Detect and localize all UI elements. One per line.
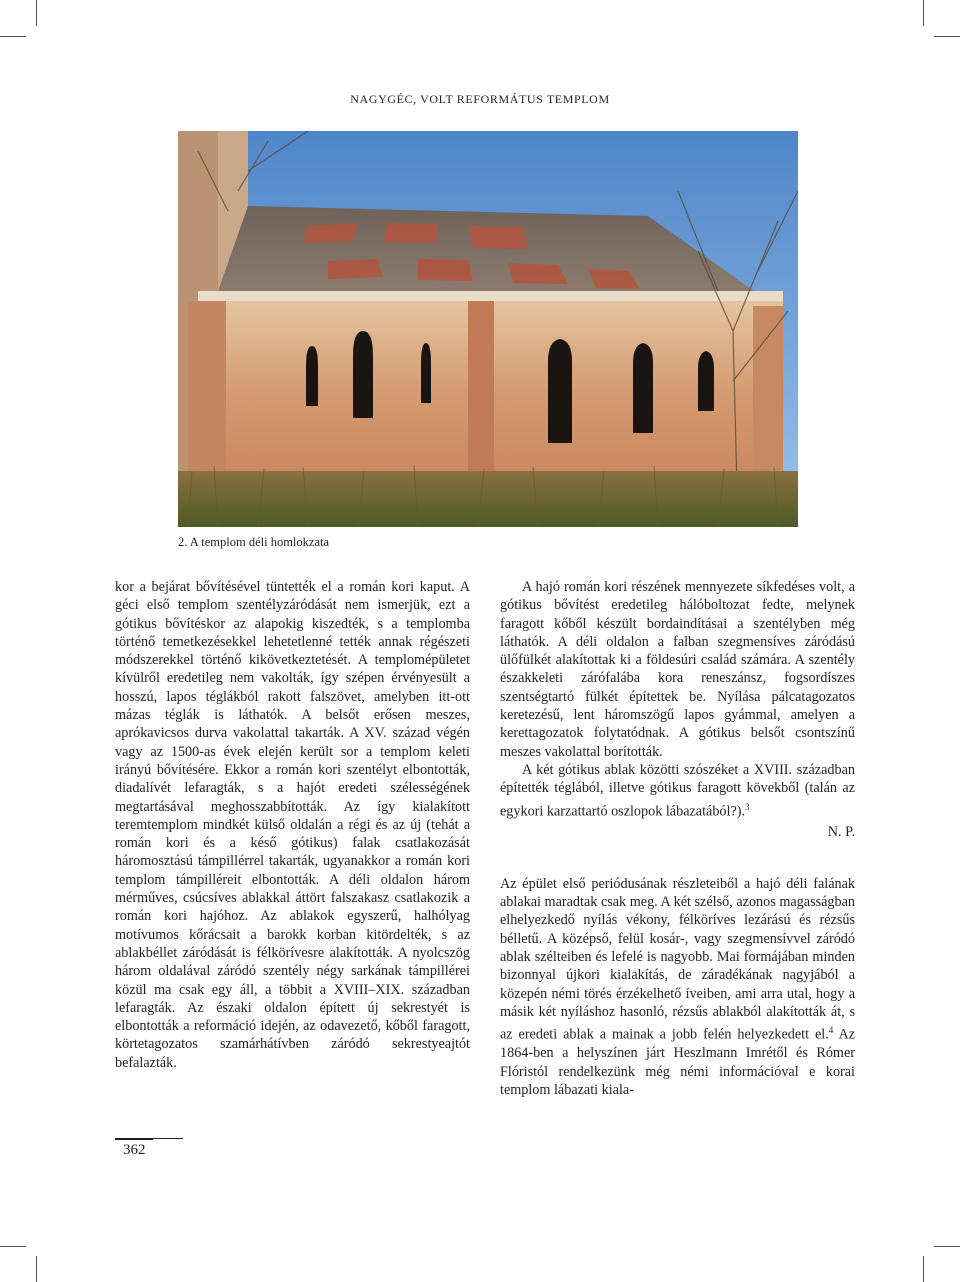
church-photo [178, 131, 798, 527]
author-signature: N. P. [827, 823, 855, 840]
paragraph [500, 875, 855, 1099]
crop-mark [0, 1246, 26, 1247]
page-number: 362 [123, 1142, 146, 1158]
crop-mark [923, 1256, 924, 1282]
paragraph-text: A két gótikus ablak közötti szószéket a XVIII. században építették téglából, illetve gótikus faragott kövekből (talán az egykori karzattartó oszlopok lábazatából?). [500, 761, 855, 820]
footer-rule-bold [115, 1138, 153, 1140]
crop-mark [36, 0, 37, 26]
crop-mark [923, 0, 924, 26]
crop-mark [934, 36, 960, 37]
crop-mark [0, 36, 26, 37]
paragraph: A hajó román kori részének mennyezete síkfedéses volt, a gótikus bővítést eredetileg hálóboltozat fedte, melynek faragott kőből készült bordaindításai a szentélyben még láthatók. A déli oldalon a falban szegmensíves záródású ülőfülkét alakítottak ki a földesúri család számára. A szentély északkeleti zárófalába kora reneszánsz, fogsordíszes szentségtartó fülkét építettek be. Nyílása pálcatagozatos keretezésű, lent háromszögű lapos gyámmal, amelyen a kerettagozatok folytatódnak. A gótikus belsőt csontszínű meszes vakolattal borították. [500, 579, 855, 760]
paragraph-text: Az épület első periódusának részleteiből a hajó déli falának ablakai maradtak csak meg. A két szélső, azonos magasságban elhelyezkedő nyílás vékony, félköríves lezárású és rézsűs bélletű. A középső, felül kosár-, vagy szegmensívvel záródó ablak szélteiben és lefelé is nagyobb. Mai formájában minden bizonnyal újkori kialakítás, de záradékának nagyjából a közepén némi törés érzékelhető íveiben, ami arra utal, hogy a másik két nyíláshoz hasonló, rézsűs ablakból alakították át, s az eredeti ablak a mainak a jobb felén helyezkedett el. [500, 875, 855, 1043]
crop-mark [934, 1246, 960, 1247]
running-header: NAGYGÉC, VOLT REFORMÁTUS TEMPLOM [350, 92, 610, 106]
paragraph: kor a bejárat bővítésével tüntették el a román kori kaput. A géci első templom szentélyzáródását nem ismerjük, ezt a gótikus bővítéskor az alapokig kiszedték, s a templomba történő temetkezésekkel lehetetlenné tették annak régészeti módszerekkel történő kikövetkeztetését. A templomépületet kívülről eredetileg nem vakolták, így szépen érvényesült a hosszú, lapos téglákból rakott falszövet, amelyben itt-ott mázas téglák is láthatók. A belsőt erősen meszes, aprókavicsos durva vakolattal takarták. A XV. század végén vagy az 1500-as évek elején került sor a templom keleti irányú bővítésére. Ekkor a román kori szentélyt elbontották, diadalívét lefaragták, s a hajót eredeti szélességének megtartásával meghosszabbították. Az így kialakított teremtemplom mindkét külső oldalán a régi és az új (tehát a román kori és a késő gótikus) falak csatlakozását háromosztású támpillérrel takarták, ugyanakkor a román kori templom támpilléreit elbontották. A déli oldalon három mérműves, csúcsíves ablakkal áttört falszakasz csatlakozik a román kori hajóhoz. Az ablakok egyszerű, halhólyag motívumos kőrácsait a barokk korban kitördelték, s az ablakbéllet záródását is félkörívesre alakították. A nyolcszög három oldalával záródó szentély négy sarkának támpillérei közül ma csak egy áll, a többit a XVIII–XIX. században lefaragták. Az északi oldalon épített új sekrestyét is elbontották a reformáció idején, az odavezető, kőből faragott, körtetagozatos szamárhátívben záródó sekrestyeajtót befalazták. [115, 579, 470, 1071]
text-column-right [500, 578, 855, 1099]
text-column-left [115, 578, 470, 1072]
footnote-ref: 3 [745, 801, 750, 812]
footnote-ref: 4 [828, 1025, 834, 1036]
paragraph-text: Az 1864-ben a helyszínen járt Heszlmann Imrétől és Rómer Flóristól rendelkezünk még némi információval e korai templom lábazati kiala- [500, 1027, 855, 1098]
crop-mark [36, 1256, 37, 1282]
figure-caption: 2. A templom déli homlokzata [178, 535, 330, 549]
paragraph [500, 761, 855, 821]
